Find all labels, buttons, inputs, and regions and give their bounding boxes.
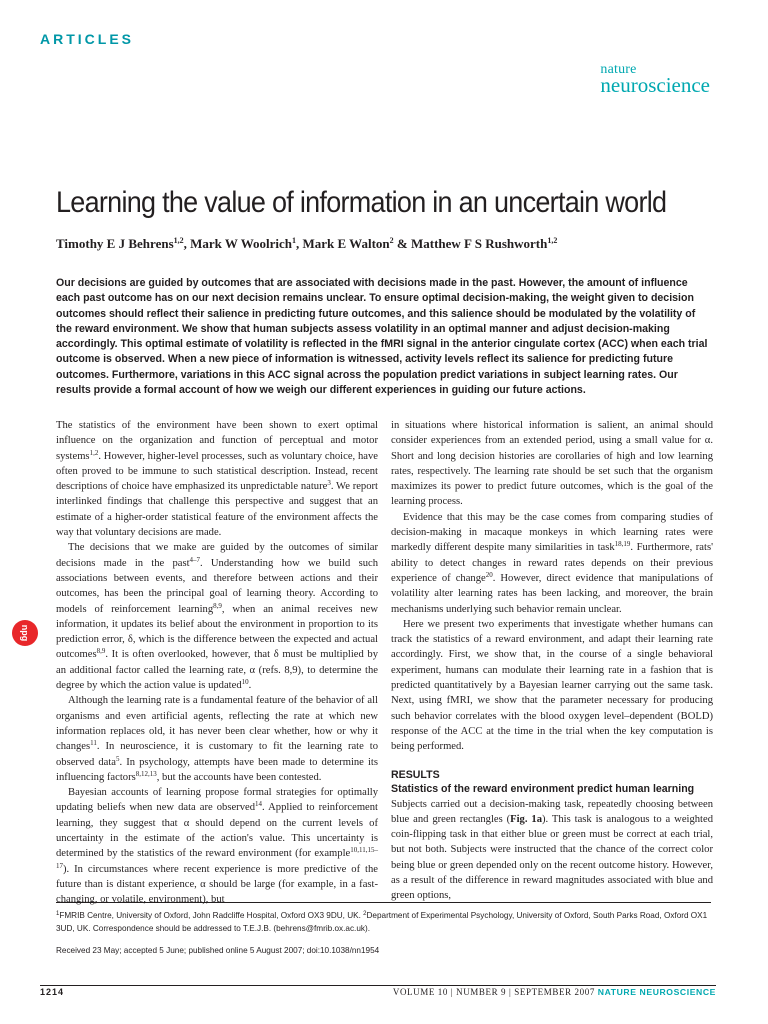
received-line: Received 23 May; accepted 5 June; published online 5 August 2007; doi:10.1038/nn1954	[56, 946, 380, 955]
citation-superscript: 10,11,15–17	[56, 846, 378, 870]
paragraph-text: Evidence that this may be the case comes from comparing studies of decision-making in macaque monkeys in which learning rates were markedly different despite many similarities in task	[391, 511, 713, 554]
results-subheading: Statistics of the reward environment predict human learning	[391, 782, 695, 795]
citation-superscript: 1	[56, 911, 60, 917]
citation-superscript: 8,9	[213, 601, 222, 610]
author-affiliation-mark: 1	[291, 236, 296, 245]
author-affiliation-mark: 1,2	[173, 236, 184, 245]
results-heading: RESULTS	[391, 768, 440, 781]
citation-superscript: 2	[363, 911, 367, 917]
citation-superscript: 3	[327, 479, 331, 488]
paragraph-text: . It is often overlooked, however, that δ must be multiplied by an additional factor called the learning rate, α (refs. 8,9), to determine the degree by which the action value is updated	[56, 649, 378, 692]
citation-superscript: 20	[485, 570, 493, 579]
abstract: Our decisions are guided by outcomes that are associated with decisions made in the past. However, the amount of influence each past outcome has on our next decision remains unclear. To ensure optimal decision-making, the weight given to decision outcomes should reflect their salience in predicting future outcomes, and this salience should be modulated by the volatility of the reward environment. We show that human subjects assess volatility in an optimal manner and adjust decision-making accordingly. This optimal estimate of volatility is reflected in the fMRI signal in the anterior cingulate cortex (ACC) when each trial outcome is observed. When a new piece of information is witnessed, activity levels reflect its salience for predicting future outcomes. Furthermore, variations in this ACC signal across the population predict variations in subject learning rates. Our results provide a formal account of how we weigh our different experiences in guiding our future actions.	[56, 277, 708, 397]
footer-citation	[393, 987, 716, 997]
paragraph-text: Although the learning rate is a fundamental feature of the behavior of all organisms and even artificial agents, reflecting the rate at which new information replaces old, it has never been clear whether, how or why it changes	[56, 695, 378, 753]
body-paragraph	[391, 418, 713, 510]
paragraph-text: The decisions that we make are guided by the outcomes of similar decisions made in the past	[56, 542, 378, 569]
citation-superscript: 18,19	[614, 540, 631, 549]
citation-superscript: 8,12,13	[135, 769, 157, 778]
body-paragraph	[56, 693, 378, 785]
paragraph-text: Bayesian accounts of learning propose formal strategies for optimally updating beliefs when new data are observed	[56, 787, 378, 814]
author-name: Mark W Woolrich	[190, 236, 292, 251]
paragraph-text: Here we present two experiments that investigate whether humans can track the statistics of a reward environment, and adapt their learning rate accordingly. First, we show that, in the course of a single behavioral experiment, humans can modulate their learning rate in a fashion that is predicted quantitatively by a Bayesian learner carrying out the same task. Next, using fMRI, we show that the parameter necessary for producing such behavior correlates with the blood oxygen level–dependent (BOLD) response of the ACC at the time in the trial when the key computation is being performed.	[391, 618, 713, 753]
affiliations-footnote	[56, 910, 716, 935]
body-left-column	[56, 418, 378, 908]
body-paragraph	[56, 785, 378, 907]
paragraph-text: in situations where historical information is salient, an animal should consider experiences from an extended period, using a small value for α. Short and long decision histories are corollaries of high and low learning rates, respectively. The learning rate should be set such that the organism maximizes its power to predict future outcomes, which is the goal of the learning process.	[391, 420, 713, 508]
results-paragraph	[391, 797, 713, 904]
author-name: Timothy E J Behrens	[56, 236, 174, 251]
results-text: ). This task is analogous to a weighted coin-flipping task in that either blue or green must be correct at each trial, but not both. Subjects were instructed that the chance of the correct color being blue or green depended only on the recent outcome history. However, as a result of the difference in reward magnitudes associated with blue and green options,	[391, 813, 713, 902]
paragraph-text: . However, higher-level processes, such as voluntary choice, have often proved to be immune to such statistical description. Instead, recent descriptions of choice have emphasized its unpredictable nature	[56, 450, 378, 493]
citation-superscript: 5	[115, 754, 120, 763]
paragraph-text: . Furthermore, rats' ability to detect changes in reward rates depends on their previous experience of change	[391, 542, 713, 584]
paragraph-text: The statistics of the environment have been shown to exert optimal influence on the organization and function of perceptual and motor systems	[56, 420, 378, 462]
author-affiliation-mark: 1,2	[547, 236, 558, 245]
paragraph-text: . However, direct evidence that manipulations of volatility alter learning rates has been lacking, and moreover, the brain mechanisms underlying such behavior remain unclear.	[391, 572, 713, 615]
footer-divider	[40, 985, 716, 986]
npg-stamp: npg	[12, 620, 38, 646]
author-separator: ,	[295, 236, 303, 251]
paragraph-text: . We report interlinked findings that challenge this perspective and suggest that an estimate of a higher-order statistical feature of the environment affects the way that voluntary decisions are made.	[56, 481, 378, 539]
body-paragraph	[391, 617, 713, 755]
section-label: ARTICLES	[40, 31, 134, 47]
author-separator: &	[393, 236, 411, 251]
author-name: Mark E Walton	[302, 236, 390, 251]
journal-logo-line2: neuroscience	[600, 73, 710, 97]
results-text: Subjects carried out a decision-making task, repeatedly choosing between blue and green rectangles (	[391, 798, 713, 825]
footnote-divider	[56, 902, 711, 903]
paragraph-text: , but the accounts have been contested.	[156, 771, 322, 783]
citation-superscript: 11	[90, 739, 97, 748]
paragraph-text: , when an animal receives new information, it updates its belief about the environment in proportion to its prediction error, δ, which is the difference between the expected and actual outcomes	[56, 603, 378, 661]
affiliation-text: Department of Experimental Psychology, University of Oxford, South Parks Road, Oxford OX1 3UD, UK. Correspondence should be addressed to T.E.J.B. (behrens@fmrib.ox.ac.uk).	[56, 911, 708, 933]
body-paragraph	[56, 418, 378, 540]
affiliation-text: FMRIB Centre, University of Oxford, John Radcliffe Hospital, Oxford OX3 9DU, UK.	[59, 911, 364, 920]
citation-superscript: 4–7	[189, 555, 201, 564]
right-column-paragraphs	[391, 418, 713, 755]
figure-reference: Fig. 1a	[510, 813, 542, 825]
author-list	[56, 236, 557, 252]
body-paragraph	[56, 540, 378, 693]
page-number: 1214	[40, 987, 65, 997]
citation-superscript: 8,9	[96, 647, 106, 656]
author-affiliation-mark: 2	[389, 236, 394, 245]
author-name: Matthew F S Rushworth	[410, 236, 548, 251]
citation-superscript: 1,2	[89, 448, 99, 457]
journal-logo	[600, 63, 710, 96]
article-title: Learning the value of information in an uncertain world	[56, 186, 667, 219]
citation-superscript: 14	[255, 800, 263, 809]
body-right-column	[391, 418, 713, 904]
footer-volume: VOLUME 10 | NUMBER 9 | SEPTEMBER 2007	[392, 987, 595, 997]
citation-superscript: 10	[241, 678, 249, 687]
author-separator: ,	[183, 236, 191, 251]
paragraph-text: . Understanding how we build such associations between events, and therefore between actions and their outcomes, has been the principal goal of learning theory. According to models of reinforcement learning	[56, 557, 378, 615]
paragraph-text: . In neuroscience, it is customary to fit the learning rate to observed data	[56, 741, 378, 768]
footer-journal-name: NATURE NEUROSCIENCE	[597, 987, 716, 997]
journal-logo-line1: nature	[600, 62, 637, 77]
body-paragraph	[391, 510, 713, 617]
paragraph-text: .	[248, 680, 252, 692]
paragraph-text: ). In circumstances where recent experience is more predictive of the future than is distant experience, α should be large (for example, in a fast-changing, or volatile, environment), but	[56, 863, 378, 906]
paragraph-text: . Applied to reinforcement learning, they suggest that α should depend on the current levels of uncertainty in the estimate of the action's value. This uncertainty is determined by the statistics of the reward environment (for example	[56, 802, 378, 860]
paragraph-text: . In psychology, attempts have been made to determine its influencing factors	[56, 756, 378, 783]
